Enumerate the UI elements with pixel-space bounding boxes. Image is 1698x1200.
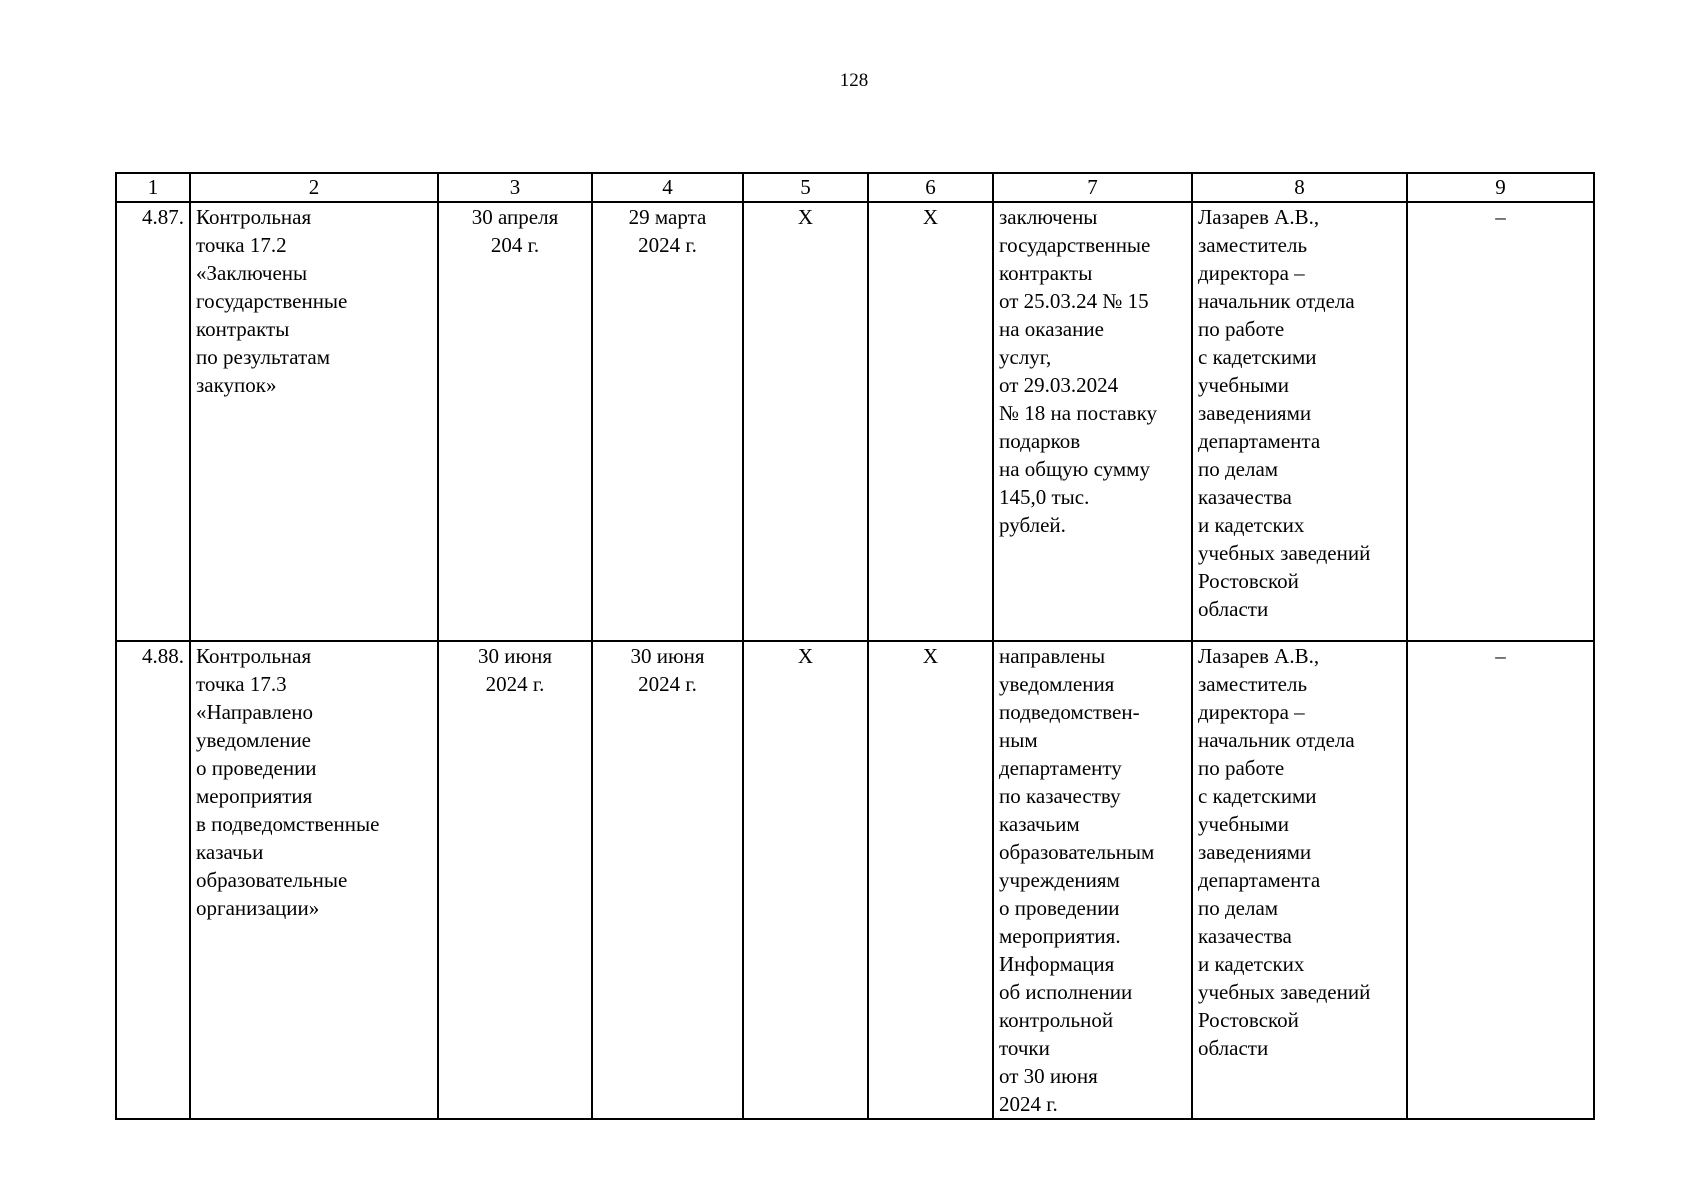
col-6-mark: Х xyxy=(868,641,993,1119)
result-description: направлены уведомления подведомствен- ным департаменту по казачеству казачьим образовательным учреждениям о проведении мероприятия. Информация об исполнении контрольной точки от 30 июня 2024 г. xyxy=(993,641,1192,1119)
col-6-mark: Х xyxy=(868,202,993,641)
control-points-table xyxy=(115,172,1595,1120)
fact-date: 30 июня 2024 г. xyxy=(592,641,743,1119)
header-row xyxy=(116,173,1594,202)
row-number: 4.88. xyxy=(116,641,190,1119)
header-col-3: 3 xyxy=(438,173,592,202)
responsible-person: Лазарев А.В., заместитель директора – начальник отдела по работе с кадетскими учебными заведениями департамента по делам казачества и кадетских учебных заведений Ростовской области xyxy=(1192,202,1407,641)
header-col-5: 5 xyxy=(743,173,868,202)
table-row xyxy=(116,641,1594,1119)
header-col-9: 9 xyxy=(1407,173,1594,202)
fact-date: 29 марта 2024 г. xyxy=(592,202,743,641)
table-body xyxy=(116,202,1594,1119)
row-number: 4.87. xyxy=(116,202,190,641)
col-9-note: – xyxy=(1407,202,1594,641)
header-col-6: 6 xyxy=(868,173,993,202)
control-point-name: Контрольная точка 17.3 «Направлено уведомление о проведении мероприятия в подведомственные казачьи образовательные организации» xyxy=(190,641,438,1119)
responsible-person: Лазарев А.В., заместитель директора – начальник отдела по работе с кадетскими учебными заведениями департамента по делам казачества и кадетских учебных заведений Ростовской области xyxy=(1192,641,1407,1119)
header-col-1: 1 xyxy=(116,173,190,202)
col-9-note: – xyxy=(1407,641,1594,1119)
table-header xyxy=(116,173,1594,202)
table-row xyxy=(116,202,1594,641)
control-point-name: Контрольная точка 17.2 «Заключены государственные контракты по результатам закупок» xyxy=(190,202,438,641)
header-col-7: 7 xyxy=(993,173,1192,202)
header-col-2: 2 xyxy=(190,173,438,202)
page-number: 128 xyxy=(839,70,869,91)
header-col-8: 8 xyxy=(1192,173,1407,202)
plan-date: 30 апреля 204 г. xyxy=(438,202,592,641)
col-5-mark: Х xyxy=(743,641,868,1119)
plan-date: 30 июня 2024 г. xyxy=(438,641,592,1119)
result-description: заключены государственные контракты от 25.03.24 № 15 на оказание услуг, от 29.03.2024 № 18 на поставку подарков на общую сумму 145,0 тыс. рублей. xyxy=(993,202,1192,641)
header-col-4: 4 xyxy=(592,173,743,202)
col-5-mark: Х xyxy=(743,202,868,641)
